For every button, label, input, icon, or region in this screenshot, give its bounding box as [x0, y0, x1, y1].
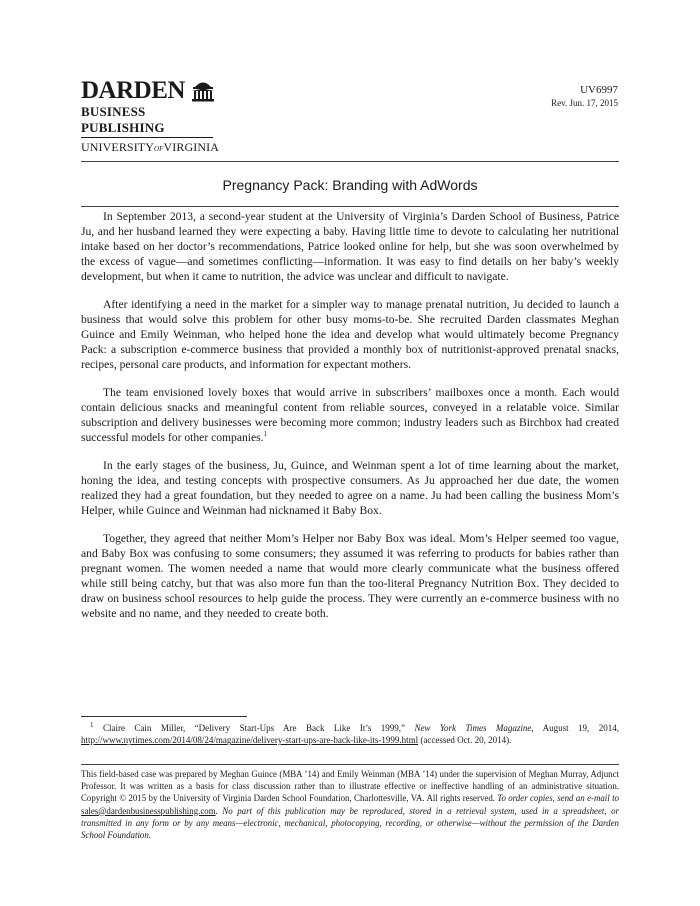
- logo-wordmark: DARDEN: [81, 77, 185, 104]
- paragraph: Together, they agreed that neither Mom’s Helper nor Baby Box was ideal. Mom’s Helper seemed too vague, and Baby Box was confusing to some consumers; they assumed it was referring to products for babies rather than pregnant women. The women needed a name that would more clearly communicate what the business offered while still being catchy, but that was also more fun than the too-literal Pregnancy Nutrition Box. They decided to draw on business school resources to help guide the process. They were currently an e-commerce business with no website and no name, and they needed to create both.: [81, 531, 619, 621]
- logo-university: UNIVERSITYofVIRGINIA: [81, 140, 219, 154]
- logo-divider: [81, 137, 213, 138]
- case-identifier: [551, 83, 618, 109]
- paragraph: After identifying a need in the market for a simpler way to manage prenatal nutrition, Ju decided to launch a business that would solve this problem for other busy moms-to-be. She recruited Darden classmates Meghan Guince and Emily Weinman, who helped hone the idea and develop what would ultimately become Pregnancy Pack: a subscription e-commerce business that provided a monthly box of nutritionist-approved prenatal snacks, recipes, personal care products, and information for expectant mothers.: [81, 297, 619, 372]
- footnote-divider: [81, 716, 247, 717]
- footnote-source: New York Times Magazine: [414, 723, 532, 733]
- order-instructions: To order copies, send an e-mail to: [497, 793, 619, 804]
- footnote-accessed: (accessed Oct. 20, 2014).: [420, 735, 512, 746]
- credit-text: This field-based case was prepared by Meghan Guince (MBA ’14) and Emily Weinman (MBA ’14) under the supervision of Meghan Murray, Adjunct Professor. It was written as a basis for class discussion rather than to illustrate effective or ineffective handling of an administrative situation. Copyright © 2015 by the University of Virginia Darden School Foundation, Charlottesville, VA. All rights reserved.: [81, 769, 619, 804]
- footnote-link[interactable]: http://www.nytimes.com/2014/08/24/magazine/delivery-start-ups-are-back-like-its-1999.html: [81, 735, 419, 746]
- case-body: [81, 209, 619, 634]
- copyright-notice: [81, 768, 619, 841]
- logo-subtitle: BUSINESS PUBLISHING: [81, 104, 165, 135]
- credit-rule: [81, 764, 619, 765]
- paragraph: In the early stages of the business, Ju, Guince, and Weinman spent a lot of time learning about the market, honing the idea, and testing concepts with prospective consumers. As Ju approached her due date, the women realized they had a great foundation, but they needed to agree on a name. Ju had been calling the business Mom’s Helper, while Guince and Weinman had nicknamed it Baby Box.: [81, 458, 619, 518]
- case-number: UV6997: [580, 84, 618, 96]
- page-title: Pregnancy Pack: Branding with AdWords: [222, 177, 478, 193]
- case-revision: Rev. Jun. 17, 2015: [551, 98, 618, 108]
- paragraph: The team envisioned lovely boxes that would arrive in subscribers’ mailboxes once a month. Each would contain delicious snacks and meaningful content from reliable sources, conveyed in a relatable voice. Similar subscription and delivery businesses were becoming more common; industry leaders such as Birchbox had created successful models for other companies.$^1$: [81, 385, 619, 445]
- sales-email-link[interactable]: sales@dardenbusinesspublishing.com: [81, 805, 216, 816]
- paragraph: In September 2013, a second-year student at the University of Virginia’s Darden School of Business, Patrice Ju, and her husband learned they were expecting a baby. Having little time to devote to calculating her nutritional intake based on her doctor’s recommendations, Patrice looked online for help, but she was soon overwhelmed by the excess of vague—and sometimes conflicting—information. It was easy to find details on her baby’s weekly development, but when it came to nutrition, the advice was unclear and difficult to navigate.: [81, 210, 619, 284]
- title-rule-bottom: [81, 206, 619, 207]
- reproduction-notice: . No part of this publication may be reproduced, stored in a retrieval system, used in a spreadsheet, or transmitted in any form or by any means—electronic, mechanical, photocopying, recording, or otherwise—without the permission of the Darden School Foundation.: [81, 805, 619, 841]
- footnote-reference[interactable]: 1: [263, 430, 268, 439]
- darden-logo: [81, 78, 221, 156]
- rotunda-icon: [189, 78, 217, 102]
- footnote-date: , August 19, 2014,: [531, 723, 619, 733]
- footnote: $^1$ Claire Cain Miller, “Delivery Start-Ups Are Back Like It’s 1999,” New York Times Magazine, August 19, 2014, http://www.nytimes.com/2014/08/24/magazine/delivery-start-ups-are-back-like-its-1999.html (accessed Oct. 20, 2014).: [81, 721, 619, 746]
- footnote-text: Claire Cain Miller, “Delivery Start-Ups Are Back Like It’s 1999,”: [103, 723, 405, 733]
- title-rule-top: [81, 161, 619, 162]
